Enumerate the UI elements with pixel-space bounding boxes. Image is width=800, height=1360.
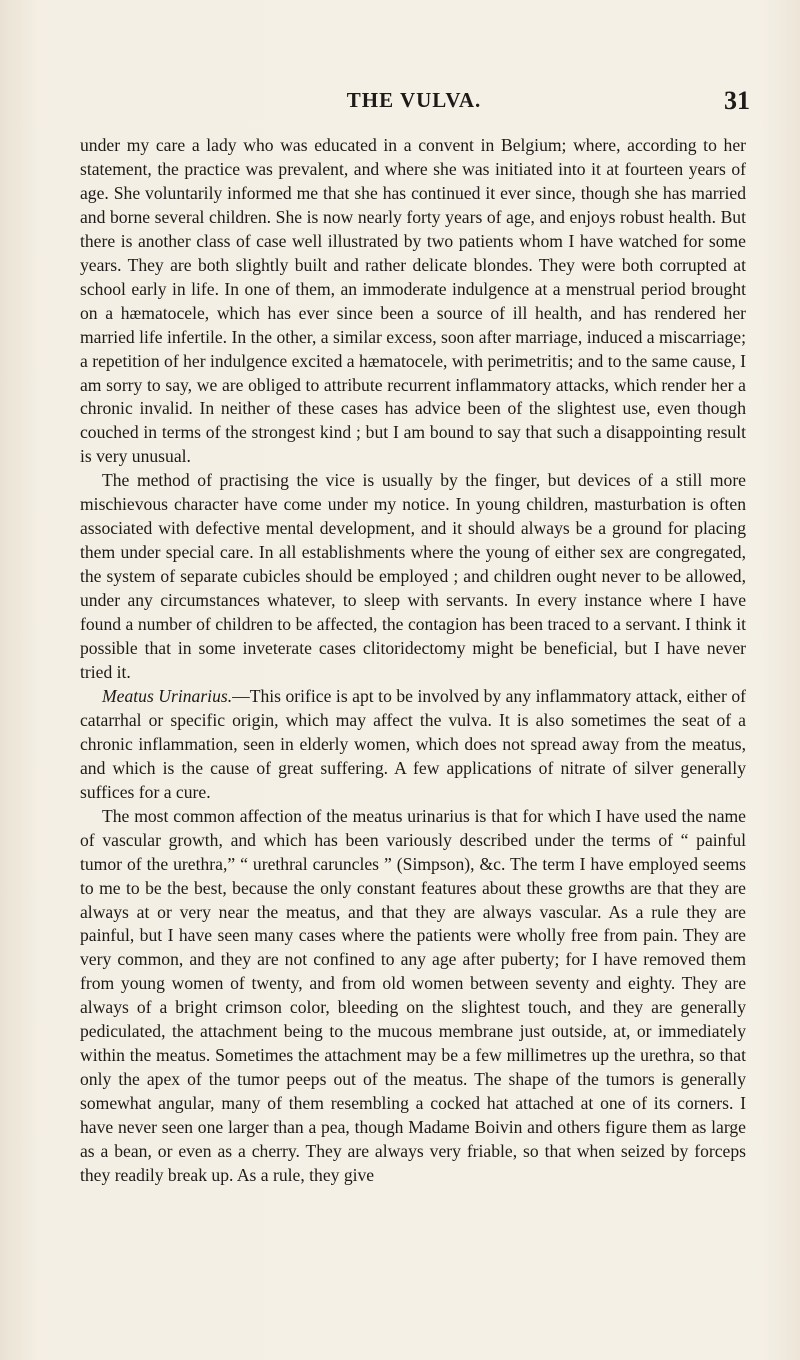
page-number: 31 — [724, 86, 750, 115]
paragraph-vascular-growth: The most common affection of the meatus urinarius is that for which I have used the name of vascular growth, and which has been variously described under the terms of “ painful tumor of the urethra,” “ urethral caruncles ” (Simpson), &c. The term I have employed seems to me to be the best, because the only constant features about these growths are that they are always at or very near the meatus, and that they are always vascular. As a rule they are painful, but I have seen many cases where the patients were wholly free from pain. They are very common, and they are not confined to any age after puberty; for I have removed them from young women of twenty, and from old women between seventy and eighty. They are always of a bright crimson color, bleeding on the slightest touch, and they are generally pediculated, the attachment being to the mucous membrane just outside, at, or immediately within the meatus. Sometimes the attachment may be a few millimetres up the urethra, so that only the apex of the tumor peeps out of the meatus. The shape of the tumors is generally somewhat angular, many of them resembling a cocked hat attached at one of its corners. I have never seen one larger than a pea, though Madame Boivin and others figure them as large as a bean, or even as a cherry. They are always very friable, so that when seized by forceps they readily break up. As a rule, they give — [80, 805, 746, 1185]
body-text — [80, 134, 746, 1188]
page-title: THE VULVA. — [346, 88, 482, 112]
paragraph-meatus-urinarius — [80, 685, 746, 805]
section-heading: Meatus Urinarius. — [102, 685, 233, 706]
paragraph-continuation: under my care a lady who was educated in a convent in Belgium; where, according to her statement, the practice was prevalent, and where she was initiated into it at fourteen years of age. She voluntarily informed me that she has continued it ever since, though she has married and borne several children. She is now nearly forty years of age, and enjoys robust health. But there is another class of case well illustrated by two patients whom I have watched for some years. They are both slightly built and rather delicate blondes. They were both corrupted at school early in life. In one of them, an immoderate indulgence at a menstrual period brought on a hæmatocele, which has ever since been a source of ill health, and has rendered her married life infertile. In the other, a similar excess, soon after marriage, induced a miscarriage; a repetition of her indulgence excited a hæmatocele, with perimetritis; and to the same cause, I am sorry to say, we are obliged to attribute recurrent inflammatory attacks, which render her a chronic invalid. In neither of these cases has advice been of the slightest use, even though couched in terms of the strongest kind ; but I am bound to say that such a disappointing result is very unusual. — [80, 135, 746, 467]
paragraph-text: —This orifice is apt to be involved by any inflammatory attack, either of catarrhal or specific origin, which may affect the vulva. It is also sometimes the seat of a chronic inflammation, seen in elderly women, which does not spread away from the meatus, and which is the cause of great suffering. A few applications of nitrate of silver generally suffices for a cure. — [80, 685, 746, 802]
running-head — [78, 88, 750, 118]
paragraph-method: The method of practising the vice is usually by the finger, but devices of a still more mischievous character have come under my notice. In young children, masturbation is often associated with defective mental development, and it should always be a ground for placing them under special care. In all establishments where the young of either sex are congregated, the system of separate cubicles should be employed ; and children ought never to be allowed, under any circumstances whatever, to sleep with servants. In every instance where I have found a number of children to be affected, the contagion has been traced to a servant. I think it possible that in some inveterate cases clitoridectomy might be beneficial, but I have never tried it. — [80, 470, 746, 682]
